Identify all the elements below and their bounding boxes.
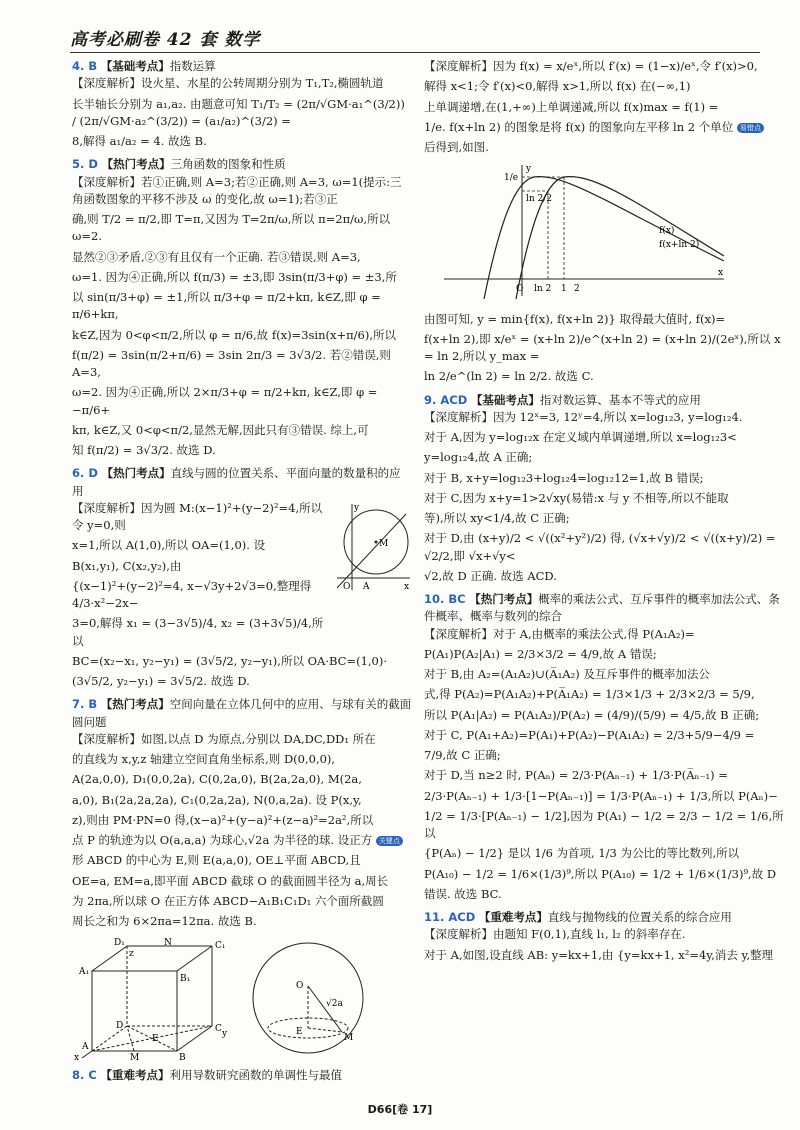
- question-11-heading: [424, 909, 784, 926]
- q4-line-2: 长半轴长分别为 a₁,a₂. 由题意可知 T₁/T₂ = (2π/√GM·a₁^(3/2)) / (2π/√GM·a₂^(3/2)) = (a₁/a₂)^(3/2) =: [72, 96, 405, 128]
- circle-label-x: x: [404, 581, 410, 592]
- question-11: [424, 909, 784, 964]
- q5-line-2: 确,则 T/2 = π/2,即 T=π,又因为 T=2π/ω,所以 π=2π/ω,所以 ω=2.: [72, 212, 391, 244]
- circle-figure: [332, 500, 412, 595]
- graph-tick-1: 1: [561, 284, 567, 295]
- q6-line-1: 【深度解析】因为圆 M:(x−1)²+(y−2)²=4,所以令 y=0,则: [72, 500, 323, 532]
- question-8-number: 8. C: [72, 1068, 97, 1083]
- q5-line-6: k∈Z,因为 0<φ<π/2,所以 φ = π/6,故 f(x)=3sin(x+π/6),所以: [72, 327, 396, 342]
- q8-line-5: 后得到,如图.: [424, 140, 489, 154]
- cube-label-a: A: [82, 1042, 89, 1053]
- graph-legend-fx-shift: f(x+ln 2): [659, 240, 700, 251]
- sphere-label-r: √2a: [326, 999, 343, 1010]
- function-graph: [434, 161, 734, 301]
- q7-line-5: z),则由 PM·PN=0 得,(x−a)²+(y−a)²+(z−a)²=2a²,所以: [72, 812, 374, 827]
- cube-label-m: M: [130, 1053, 140, 1062]
- q6-line-7: (3√5/2, y₂−y₁) = 3√5/2. 故选 D.: [72, 674, 250, 688]
- question-11-number: 11. ACD: [424, 910, 476, 924]
- question-8-solution: [424, 58, 784, 386]
- q7-line-1: 【深度解析】如图,以点 D 为原点,分别以 DA,DC,DD₁ 所在: [72, 731, 376, 746]
- q8-line-8: ln 2/e^(ln 2) = ln 2/2. 故选 C.: [424, 369, 594, 384]
- q6-body: [72, 500, 412, 653]
- q8-line-7: f(x+ln 2),即 x/eˣ = (x+ln 2)/e^(x+ln 2) = (x+ln 2)/(2eˣ),所以 x = ln 2,所以 y_max =: [424, 331, 781, 363]
- graph-axis-x: x: [718, 268, 724, 279]
- graph-legend-fx: f(x): [659, 226, 675, 237]
- key-point-badge: 关键点: [376, 836, 403, 847]
- cube-label-d1: D₁: [114, 938, 125, 949]
- circle-label-o: O: [343, 581, 351, 592]
- q10-line-4: 式,得 P(A₂)=P(A₁A₂)+P(A̅₁A₂) = 1/3×1/3 + 2/3×2/3 = 5/9,: [424, 687, 755, 702]
- q8-line-3: 上单调递增,在(1,+∞)上单调递减,所以 f(x)max = f(1) =: [424, 99, 719, 114]
- q10-line-1: 【深度解析】对于 A,由概率的乘法公式,得 P(A₁A₂)=: [424, 626, 695, 641]
- question-10-heading: [424, 591, 784, 626]
- q6-text: [72, 500, 332, 653]
- graph-tick-o: O: [516, 284, 524, 295]
- question-4: [72, 58, 412, 150]
- question-4-heading: [72, 58, 412, 75]
- q6-line-2: x=1,所以 A(1,0),所以 OA=(1,0). 设: [72, 538, 266, 553]
- cube-label-b: B: [179, 1053, 186, 1062]
- q9-line-4: 对于 B, x+y=log₁₂3+log₁₂4=log₁₂12=1,故 B 错误;: [424, 470, 704, 485]
- q10-line-6: 对于 C, P(A₁+A₂)=P(A₁)+P(A₂)−P(A₁A₂) = 2/3+5/9−4/9 =: [424, 727, 755, 742]
- q11-line-2: 对于 A,如图,设直线 AB: y=kx+1,由 {y=kx+1, x²=4y,消去 y,整理: [424, 947, 774, 962]
- question-9-number: 9. ACD: [424, 392, 468, 407]
- question-11-tag: 【重难考点】: [478, 910, 548, 924]
- q5-line-1: 【深度解析】若①正确,则 A=3;若②正确,则 A=3, ω=1(提示:三角函数图象的平移不涉及 ω 的变化,故 ω=1);若③正: [72, 174, 402, 206]
- q4-line-1: 【深度解析】设火星、水星的公转周期分别为 T₁,T₂,椭圆轨道: [72, 76, 384, 91]
- question-5-number: 5. D: [72, 157, 98, 172]
- cube-label-c1: C₁: [215, 941, 226, 952]
- cube-label-e: E: [152, 1034, 159, 1045]
- question-7-tag: 【热门考点】: [100, 697, 170, 712]
- error-point-badge: 易错点: [737, 123, 764, 134]
- q5-line-7: f(π/2) = 3sin(π/2+π/6) = 3sin 2π/3 = 3√3/2. 若②错误,则 A=3,: [72, 347, 391, 379]
- q7-figures: [72, 936, 412, 1061]
- question-10-topic: 概率的乘法公式、互斥事件的概率加法公式、条件概率、概率与数列的综合: [424, 592, 780, 624]
- cube-label-x: x: [74, 1053, 80, 1062]
- cube-label-d: D: [116, 1021, 124, 1032]
- question-5-tag: 【热门考点】: [101, 157, 171, 172]
- q9-line-1: 【深度解析】因为 12ˣ=3, 12ʸ=4,所以 x=log₁₂3, y=log₁₂4.: [424, 409, 743, 424]
- q9-line-2: 对于 A,因为 y=log₁₂x 在定义域内单调递增,所以 x=log₁₂3<: [424, 430, 737, 444]
- graph-ylabel-1e: 1/e: [504, 173, 519, 184]
- question-9-topic: 指对数运算、基本不等式的应用: [539, 392, 701, 407]
- question-8-topic: 利用导数研究函数的单调性与最值: [169, 1068, 342, 1083]
- question-10-tag: 【热门考点】: [469, 592, 539, 606]
- q5-line-3: 显然②③矛盾,②③有且仅有一个正确. 若③错误,则 A=3,: [72, 249, 361, 264]
- graph-tick-2: 2: [574, 284, 580, 295]
- q10-line-7: 7/9,故 C 正确;: [424, 748, 501, 762]
- q8-line-6: 由图可知, y = min{f(x), f(x+ln 2)} 取得最大值时, f(x)=: [424, 311, 726, 326]
- question-4-tag: 【基础考点】: [100, 59, 170, 73]
- q7-line-3: A(2a,0,0), D₁(0,0,2a), C(0,2a,0), B(2a,2a,0), M(2a,: [72, 772, 362, 787]
- cube-label-a1: A₁: [79, 967, 90, 978]
- q5-line-9: kπ, k∈Z,又 0<φ<π/2,显然无解,因此只有③错误. 综上,可: [72, 422, 369, 437]
- q11-line-1: 【深度解析】由题知 F(0,1),直线 l₁, l₂ 的斜率存在.: [424, 927, 686, 942]
- q9-line-6: 等),所以 xy<1/4,故 C 正确;: [424, 511, 570, 525]
- question-8-tag: 【重难考点】: [100, 1068, 170, 1083]
- page-header-title: 高考必刷卷 42 套 数学: [70, 30, 261, 50]
- cube-label-c: C: [215, 1024, 222, 1035]
- q10-line-8: 对于 D,当 n≥2 时, P(Aₙ) = 2/3·P(Aₙ₋₁) + 1/3·P(A̅ₙ₋₁) =: [424, 768, 728, 783]
- question-6-tag: 【热门考点】: [101, 466, 171, 481]
- q8-line-2: 解得 x<1;令 f′(x)<0,解得 x>1,所以 f(x) 在(−∞,1): [424, 79, 691, 94]
- q5-line-10: 知 f(π/2) = 3√3/2. 故选 D.: [72, 443, 216, 457]
- question-9-tag: 【基础考点】: [470, 392, 540, 407]
- sphere-label-m: M: [344, 1033, 354, 1044]
- question-7-number: 7. B: [72, 697, 98, 712]
- question-10: [424, 591, 784, 903]
- q10-line-3: 对于 B,由 A₂=(A₁A₂)∪(A̅₁A₂) 及互斥事件的概率加法公: [424, 667, 710, 681]
- q7-line-9: 为 2πa,所以球 O 在正方体 ABCD−A₁B₁C₁D₁ 六个面所截圆: [72, 893, 384, 908]
- right-column: [424, 58, 784, 970]
- question-4-topic: 指数运算: [169, 59, 216, 73]
- question-5: [72, 156, 412, 459]
- q10-line-2: P(A₁)P(A₂|A₁) = 2/3×3/2 = 4/9,故 A 错误;: [424, 646, 657, 661]
- question-9-heading: [424, 392, 784, 409]
- q7-line-4: a,0), B₁(2a,2a,2a), C₁(0,2a,2a), N(0,a,2a). 设 P(x,y,: [72, 792, 362, 807]
- q7-line-2: 的直线为 x,y,z 轴建立空间直角坐标系,则 D(0,0,0),: [72, 752, 336, 766]
- question-5-topic: 三角函数的图象和性质: [170, 157, 286, 172]
- q10-line-11: {P(Aₙ) − 1/2} 是以 1/6 为首项, 1/3 为公比的等比数列,所以: [424, 846, 740, 861]
- question-9: [424, 392, 784, 586]
- q7-line-10: 周长之和为 6×2πa=12πa. 故选 B.: [72, 914, 257, 928]
- circle-label-m: M: [379, 538, 389, 549]
- question-6-topic: 直线与圆的位置关系、平面向量的数量积的应用: [72, 466, 401, 498]
- question-4-number: 4. B: [72, 59, 98, 73]
- header-rule: [70, 52, 760, 53]
- circle-label-a: A: [363, 581, 370, 592]
- circle-label-y: y: [354, 502, 360, 513]
- q6-line-3: B(x₁,y₁), C(x₂,y₂),由: [72, 558, 182, 573]
- question-11-topic: 直线与抛物线的位置关系的综合应用: [547, 910, 732, 924]
- question-6-heading: [72, 465, 412, 500]
- q7-line-6: [72, 832, 412, 849]
- q4-line-3: 8,解得 a₁/a₂ = 4. 故选 B.: [72, 134, 207, 148]
- cube-label-n: N: [164, 938, 172, 949]
- q10-line-12: P(A₁₀) − 1/2 = 1/6×(1/3)⁹,所以 P(A₁₀) = 1/2 + 1/6×(1/3)⁹,故 D: [424, 866, 777, 881]
- question-10-number: 10. BC: [424, 592, 466, 606]
- q7-line-6-text: 点 P 的轨迹为以 O(a,a,a) 为球心,√2a 为半径的球. 设正方: [72, 833, 373, 847]
- graph-ylabel-ln2: ln 2/2: [526, 194, 553, 205]
- q6-line-4: {(x−1)²+(y−2)²=4, x−√3y+2√3=0,整理得 4/3·x²−2x−: [72, 578, 312, 610]
- question-7-topic: 空间向量在立体几何中的应用、与球有关的截面圆问题: [72, 697, 412, 729]
- q5-line-4: ω=1. 因为④正确,所以 f(π/3) = ±3,即 3sin(π/3+φ) = ±3,所: [72, 269, 397, 284]
- q8-line-1: 【深度解析】因为 f(x) = x/eˣ,所以 f′(x) = (1−x)/eˣ,令 f′(x)>0,: [424, 59, 758, 73]
- question-8-heading: [72, 1067, 412, 1084]
- q6-line-6: BC=(x₂−x₁, y₂−y₁) = (3√5/2, y₂−y₁),所以 OA·BC=(1,0)·: [72, 653, 388, 668]
- cube-figure: [72, 936, 242, 1061]
- graph-axis-y: y: [526, 164, 532, 175]
- q5-line-8: ω=2. 因为④正确,所以 2×π/3+φ = π/2+kπ, k∈Z,即 φ = −π/6+: [72, 385, 378, 417]
- question-6: [72, 465, 412, 690]
- question-7: [72, 696, 412, 930]
- cube-label-y: y: [222, 1029, 228, 1040]
- cube-label-b1: B₁: [180, 974, 191, 985]
- sphere-label-o: O: [296, 981, 304, 992]
- question-7-heading: [72, 696, 412, 731]
- question-5-heading: [72, 156, 412, 173]
- q9-line-5: 对于 C,因为 x+y=1>2√xy(易错:x 与 y 不相等,所以不能取: [424, 490, 729, 505]
- graph-tick-ln2: ln 2: [534, 284, 552, 295]
- cube-label-z: z: [129, 949, 134, 960]
- q8-line-4: [424, 119, 784, 136]
- q8-line-4-text: 1/e. f(x+ln 2) 的图象是将 f(x) 的图象向左平移 ln 2 个单位: [424, 119, 734, 134]
- q10-line-13: 错误. 故选 BC.: [424, 886, 502, 901]
- page-footer: D66[卷 17]: [367, 1103, 433, 1116]
- q10-line-5: 所以 P(A₁|A₂) = P(A₁A₂)/P(A₂) = (4/9)/(5/9) = 4/5,故 B 正确;: [424, 707, 760, 722]
- q6-line-5: 3=0,解得 x₁ = (3−3√5)/4, x₂ = (3+3√5)/4,所以: [72, 616, 324, 648]
- q7-line-8: OE=a, EM=a,即平面 ABCD 截球 O 的截面圆半径为 a,周长: [72, 873, 389, 888]
- sphere-figure: [250, 936, 370, 1061]
- q9-line-7: 对于 D,由 (x+y)/2 < √((x²+y²)/2) 得, (√x+√y)/2 < √((x+y)/2) = √2/2,即 √x+√y<: [424, 531, 776, 563]
- left-column: [72, 58, 412, 1085]
- q7-line-7: 形 ABCD 的中心为 E,则 E(a,a,0), OE⊥平面 ABCD,且: [72, 853, 361, 868]
- q10-line-9: 2/3·P(Aₙ₋₁) + 1/3·[1−P(Aₙ₋₁)] = 1/3·P(Aₙ₋₁) + 1/3,所以 P(Aₙ)−: [424, 788, 778, 803]
- q10-line-10: 1/2 = 1/3·[P(Aₙ₋₁) − 1/2],因为 P(A₁) − 1/2 = 2/3 − 1/2 = 1/6,所以: [424, 808, 784, 840]
- q5-line-5: 以 sin(π/3+φ) = ±1,所以 π/3+φ = π/2+kπ, k∈Z,即 φ = π/6+kπ,: [72, 290, 381, 322]
- sphere-label-e: E: [296, 1027, 303, 1038]
- question-6-number: 6. D: [72, 466, 98, 481]
- q9-line-8: √2,故 D 正确. 故选 ACD.: [424, 568, 557, 583]
- q9-line-3: y=log₁₂4,故 A 正确;: [424, 450, 533, 465]
